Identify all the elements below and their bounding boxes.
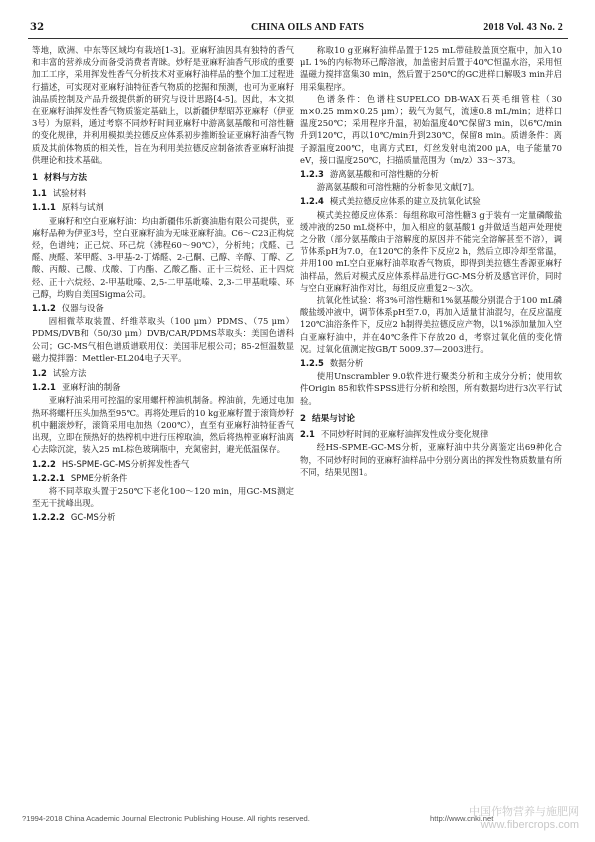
section-heading-1-1-1: 1.1.1 原料与试剂 <box>32 202 104 213</box>
section-heading-1-2-3: 1.2.3 游离氨基酸和可溶性糖的分析 <box>300 169 439 180</box>
materials-paragraph: 亚麻籽和空白亚麻籽油：均由新疆伟乐新赛油脂有限公司提供，亚麻籽品种为伊亚3号，空白亚麻籽油为无味亚麻籽油。C6～C23正构烷烃，色谱纯；正己烷、环己烷（沸程60～90℃），分析纯；戊醛、己醛、庚醛、苯甲醛、3-甲基-2-丁烯醛、2-己酮、己醇、辛醇、丁醇、乙酸、丙酸、己酸、戊酸、丁内酯、乙酸乙酯、正十三烷烃、正十四烷烃、正十六烷烃、2-甲基吡嗪、2,5-二甲基吡嗪、2,3-二甲基吡嗪、环己醇，均购自美国Sigma公司。 <box>32 215 294 299</box>
section-heading-1: 1 材料与方法 <box>32 173 87 184</box>
section-heading-1-2-2-1: 1.2.2.1 SPME分析条件 <box>32 472 128 483</box>
section-heading-1-2-1: 1.2.1 亚麻籽油的制备 <box>32 382 121 393</box>
watermark-line-1: 中国作物营养与施肥网 <box>469 806 579 818</box>
section-heading-1-1: 1.1 试验材料 <box>32 188 87 199</box>
page-number: 32 <box>30 22 45 33</box>
watermark-line-2: www.fibercrops.com <box>480 819 579 831</box>
left-column <box>32 44 294 525</box>
maillard-paragraph: 模式美拉德反应体系：每组称取可溶性糖3 g于装有一定量磷酸盐缓冲液的250 mL烧杯中，加入相应的氨基酸1 g并做适当超声处理使之分散（部分氨基酸由于溶解度的原因并不能完全溶解甚至不溶），调节体系pH为7.0，在120℃的条件下反应2 h，然后立即冷却至常温，并用100 mL空白亚麻籽油萃取香气物质，即得到美拉德生香源亚麻籽油样品，然后对模式反应体系样品进行GC-MS分析及感官评价，同时与空白亚麻籽油作对比，每组反应重复2～3次。 <box>300 209 562 293</box>
journal-title: CHINA OILS AND FATS <box>251 22 365 33</box>
right-column <box>300 44 562 478</box>
section-heading-1-2: 1.2 试验方法 <box>32 368 87 379</box>
header-rule <box>28 38 568 39</box>
instruments-paragraph: 固相微萃取装置、纤维萃取头（100 μm）PDMS、（75 μm）PDMS/DVB和（50/30 μm）DVB/CAR/PDMS萃取头：美国色谱科公司；GC-MS气相色谱质谱联用仪：美国菲尼根公司；85-2恒温数显磁力搅拌器：Mettler-EL204电子天平。 <box>32 316 294 363</box>
section-heading-1-2-4: 1.2.4 模式美拉德反应体系的建立及抗氧化试验 <box>300 196 481 207</box>
intro-paragraph: 等地，欧洲、中东等区域均有栽培[1-3]。亚麻籽油因具有独特的香气和丰富的营养成分而备受消费者青睐。炒籽是亚麻籽油香气形成的重要加工工序，采用挥发性香气分析技术对亚麻籽油样品的整个加工过程进行描述，可实现对亚麻籽油特征香气物质的挖掘和预测，也可为亚麻籽油品质控制及产品升级提供新的研究与设计思路[4-5]。因此，本文拟在亚麻籽油挥发性香气物质鉴定基础上，以新疆伊犁昭苏亚麻籽（伊亚3号）为原料，通过考察不同炒籽时间亚麻籽中游离氨基酸和可溶性糖的变化规律，并利用模拟美拉德反应体系初步推断验证亚麻籽油香气物质及其前体物质的相关性，旨在为利用美拉德反应制备浓香亚麻籽油提供理论和技术基础。 <box>32 45 294 165</box>
preparation-paragraph: 亚麻籽油采用可控温的家用螺杆榨油机制备。榨油前，先通过电加热环将螺杆压头加热至95℃。再将处理后的10 kg亚麻籽置于滚筒炒籽机中翻滚炒籽，滚筒采用电加热（200℃），直至有亚麻籽油特征香气出现，立即在预热好的热榨机中进行压榨取油，然后将热榨亚麻籽油离心去除沉淀，装入25 mL棕色玻璃瓶中，充氮密封，避光低温保存。 <box>32 395 294 455</box>
antioxidant-paragraph: 抗氧化性试验：将3%可溶性糖和1%氨基酸分别混合于100 mL磷酸盐缓冲液中，调节体系pH至7.0，再加入适量甘油混匀，在反应温度120℃油浴条件下，反应2 h制得美拉德反应产物，以1%添加量加入空白亚麻籽油中，并在40℃条件下存放20 d，考察过氧化值的变化情况。过氧化值测定按GB/T 5009.37—2003进行。 <box>300 295 562 354</box>
section-heading-2-1: 2.1 不同炒籽时间的亚麻籽油挥发性成分变化规律 <box>300 429 489 440</box>
journal-volume: 2018 Vol. 43 No. 2 <box>483 22 563 33</box>
section-heading-1-2-5: 1.2.5 数据分析 <box>300 358 364 369</box>
chromatography-paragraph: 色谱条件：色谱柱SUPELCO DB-WAX石英毛细管柱（30 m×0.25 mm×0.25 μm）；载气为氦气，流速0.8 mL/min；进样口温度250℃；采用程序升温，初始温度40℃保留3 min，以6℃/min升到120℃，再以10℃/min升到230℃，保留8 min。质谱条件：离子源温度200℃，电离方式EI，灯丝发射电流200 μA，电子能量70 eV，接口温度250℃，扫描质量范围为（m/z）33～373。 <box>300 93 562 165</box>
section-heading-1-2-2: 1.2.2 HS-SPME-GC-MS分析挥发性香气 <box>32 458 190 469</box>
footer-url-link[interactable]: http://www.cnki.net <box>430 814 494 823</box>
section-heading-1-2-2-2: 1.2.2.2 GC-MS分析 <box>32 512 116 523</box>
section-heading-1-1-2: 1.1.2 仪器与设备 <box>32 303 104 314</box>
watermark <box>469 806 579 832</box>
section-heading-2: 2 结果与讨论 <box>300 413 355 424</box>
data-analysis-paragraph: 使用Unscrambler 9.0软件进行聚类分析和主成分分析；使用软件Origin 85和软件SPSS进行分析和绘图，所有数据均进行3次平行试验。 <box>300 371 562 406</box>
spme-paragraph: 将不同萃取头置于250℃下老化100～120 min，用GC-MS测定至无干扰峰出现。 <box>32 485 294 509</box>
amino-acid-paragraph: 游离氨基酸和可溶性糖的分析参见文献[7]。 <box>316 182 480 193</box>
sample-paragraph: 称取10 g亚麻籽油样品置于125 mL带硅胶盖顶空瓶中，加入10 μL 1%的内标物环己醇溶液，加盖密封后置于40℃恒温水浴，采用恒温磁力搅拌富集30 min，然后置于250℃的GC进样口解吸3 min并启用采集程序。 <box>300 45 562 92</box>
result-paragraph: 经HS-SPME-GC-MS分析，亚麻籽油中共分离鉴定出69种化合物，不同炒籽时间的亚麻籽油样品中分别分离出的挥发性物质数量有所不同，结果见图1。 <box>300 442 562 477</box>
copyright-footer: ?1994-2018 China Academic Journal Electronic Publishing House. All rights reserved. <box>22 814 310 823</box>
